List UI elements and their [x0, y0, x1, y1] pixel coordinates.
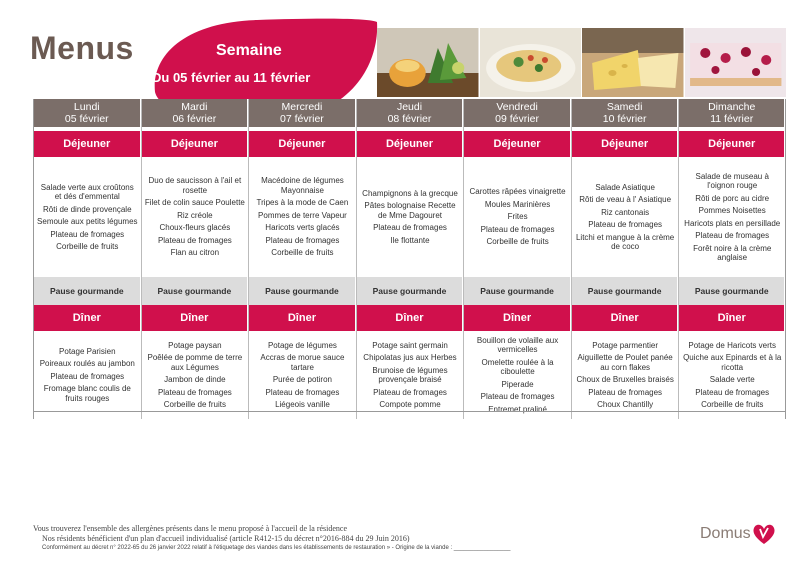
day-date: 10 février: [602, 113, 647, 125]
day-column: [248, 99, 356, 419]
menu-item: Plateau de fromages: [157, 235, 232, 245]
week-label: Semaine: [216, 42, 282, 59]
dinner-header: Dîner: [572, 305, 679, 331]
day-name: Jeudi: [396, 101, 423, 113]
day-header: [679, 99, 785, 127]
logo-heart-icon: [752, 523, 776, 545]
menu-item: Choux Chantilly: [597, 400, 654, 409]
lunch-header: Déjeuner: [357, 131, 464, 157]
menu-item: Macédoine de légumes Mayonnaise: [261, 176, 344, 195]
dinner-header: Dîner: [249, 305, 356, 331]
allergen-note: Vous trouverez l'ensemble des allergènes présents dans le menu proposé à l'accueil de la résidence: [33, 524, 348, 533]
snack-row: Pause gourmande: [34, 277, 141, 305]
menu-item: Jambon de dinde: [164, 375, 226, 384]
day-header: [572, 99, 679, 127]
menu-item: Aiguillette de Poulet panée au corn flakes: [577, 353, 673, 372]
snack-row: Pause gourmande: [142, 277, 249, 305]
weekly-menu-table: [33, 99, 786, 412]
dinner-items: [464, 331, 571, 419]
dinner-header: Dîner: [142, 305, 249, 331]
menu-item: Plateau de fromages: [157, 387, 232, 397]
lunch-items: [34, 157, 141, 277]
menu-item: Plateau de fromages: [265, 235, 340, 245]
menu-item: Purée de potiron: [272, 375, 332, 384]
dinner-header: Dîner: [357, 305, 464, 331]
menu-item: Plateau de fromages: [695, 231, 770, 240]
day-name: Lundi: [73, 101, 100, 113]
menu-item: Forêt noire à la crème anglaise: [693, 243, 772, 262]
menu-item: Entremet praliné: [488, 404, 547, 414]
menu-item: Rôti de porc au cidre: [695, 193, 770, 203]
lunch-items: [142, 157, 249, 277]
dinner-header: Dîner: [34, 305, 141, 331]
dinner-items: [34, 331, 141, 419]
day-name: Dimanche: [708, 101, 756, 113]
menu-item: Bouillon de volaille aux vermicelles: [476, 335, 559, 355]
lunch-items: [464, 157, 571, 277]
menu-item: Plateau de fromages: [265, 387, 340, 397]
day-column: [356, 99, 464, 419]
day-column: [463, 99, 571, 419]
menu-item: Chipolatas jus aux Herbes: [363, 353, 457, 362]
cheese-photo: [582, 28, 684, 97]
menu-item: Omelette roulée à la ciboulette: [481, 357, 554, 377]
menu-item: Brunoise de légumes provençale braisé: [372, 365, 448, 384]
day-date: 09 février: [495, 113, 539, 125]
lunch-header: Déjeuner: [464, 131, 571, 157]
dinner-items: [249, 331, 356, 419]
menu-item: Plateau de fromages: [480, 224, 555, 234]
dinner-header: Dîner: [679, 305, 785, 331]
day-header: [464, 99, 571, 127]
menu-item: Liégeois vanille: [275, 400, 330, 409]
dessert-photo: [377, 28, 479, 97]
lunch-header: Déjeuner: [572, 131, 679, 157]
day-header: [357, 99, 464, 127]
menu-item: Semoule aux petits légumes: [37, 217, 138, 226]
domusvi-logo: [700, 523, 776, 545]
menu-item: Haricots plats en persillade: [684, 218, 781, 228]
menu-item: Compote pomme: [379, 400, 441, 409]
lunch-header: Déjeuner: [34, 131, 141, 157]
menu-item: Choux de Bruxelles braisés: [576, 375, 674, 384]
snack-row: Pause gourmande: [572, 277, 679, 305]
menu-item: Poireaux roulés au jambon: [39, 359, 135, 369]
menu-item: Potage de légumes: [267, 340, 337, 350]
lunch-items: [249, 157, 356, 277]
menu-item: Moules Marinières: [484, 199, 551, 209]
pasta-photo: [480, 28, 582, 97]
menu-item: Corbeille de fruits: [271, 248, 334, 258]
menu-item: Riz cantonais: [601, 207, 650, 217]
menu-item: Salade verte aux croûtons et dés d'emmental: [40, 182, 134, 201]
lunch-header: Déjeuner: [249, 131, 356, 157]
lunch-header: Déjeuner: [679, 131, 785, 157]
day-column: [33, 99, 141, 419]
menu-item: Flan au citron: [170, 248, 220, 258]
day-name: Mercredi: [281, 101, 323, 113]
snack-row: Pause gourmande: [464, 277, 571, 305]
menu-item: Tripes à la mode de Caen: [256, 198, 349, 208]
day-column: [141, 99, 249, 419]
cake-photo: [685, 28, 787, 97]
menu-item: Potage saint germain: [372, 340, 448, 350]
menu-item: Carottes râpées vinaigrette: [469, 187, 566, 197]
lunch-header: Déjeuner: [142, 131, 249, 157]
menu-item: Plateau de fromages: [50, 229, 125, 239]
day-header: [34, 99, 141, 127]
menu-item: Plateau de fromages: [588, 387, 663, 397]
meat-origin-note: Conformément au décret n° 2022-65 du 26 janvier 2022 relatif à l'étiquetage des viandes dans les établissements de restauration » - Origine de la viande : _________________: [42, 545, 511, 551]
menu-item: Haricots verts glacés: [265, 223, 340, 233]
menu-item: Rôti de dinde provençale: [43, 204, 132, 214]
menu-item: Frites: [507, 212, 528, 222]
menu-item: Plateau de fromages: [373, 387, 447, 397]
menu-item: Corbeille de fruits: [701, 400, 764, 409]
menu-item: Plateau de fromages: [695, 387, 770, 397]
menu-item: Salade Asiatique: [595, 182, 655, 192]
table-bottom-border: [33, 411, 786, 412]
menu-item: Plateau de fromages: [480, 392, 555, 402]
menu-item: Plateau de fromages: [588, 220, 663, 229]
food-photo-strip: [377, 28, 786, 97]
menu-item: Corbeille de fruits: [163, 400, 226, 409]
day-name: Mardi: [181, 101, 208, 113]
menu-item: Corbeille de fruits: [56, 242, 119, 251]
snack-row: Pause gourmande: [357, 277, 464, 305]
menu-item: Potage Parisien: [59, 346, 116, 356]
menu-item: Rôti de veau à l' Asiatique: [579, 195, 672, 204]
menu-item: Quiche aux Epinards et à la ricotta: [683, 353, 782, 372]
menu-item: Riz créole: [177, 210, 213, 220]
menu-item: Corbeille de fruits: [486, 237, 549, 247]
menu-item: Pommes Noisettes: [698, 206, 766, 215]
menu-item: Pâtes bolognaise Recette de Mme Dagouret: [364, 201, 456, 220]
snack-row: Pause gourmande: [679, 277, 785, 305]
menu-item: Pommes de terre Vapeur: [258, 210, 347, 220]
welcome-plan-note: Nos résidents bénéficient d'un plan d'accueil individualisé (article R412-15 du décret n°2016-884 du 29 Juin 2016): [42, 534, 410, 543]
menu-item: Potage paysan: [168, 340, 222, 350]
dinner-items: [357, 331, 464, 419]
day-date: 05 février: [64, 113, 109, 125]
day-name: Vendredi: [496, 101, 538, 113]
day-date: 06 février: [172, 113, 217, 125]
day-column: [571, 99, 679, 419]
day-date: 07 février: [280, 113, 324, 125]
menu-item: Potage de Haricots verts: [688, 340, 776, 350]
day-date: 08 février: [387, 113, 432, 125]
page-title: Menus: [30, 30, 134, 66]
lunch-items: [572, 157, 679, 277]
logo-text: Domus: [700, 525, 751, 542]
menu-item: Ile flottante: [390, 235, 430, 245]
lunch-items: [357, 157, 464, 277]
menu-item: Salade verte: [709, 375, 755, 384]
menu-item: Plateau de fromages: [50, 371, 125, 381]
menu-item: Duo de saucisson à l'ail et rosette: [148, 176, 242, 195]
menu-item: Choux-fleurs glacés: [159, 223, 231, 233]
day-column: [678, 99, 786, 419]
lunch-items: [679, 157, 785, 277]
menu-item: Poêlée de pomme de terre aux Légumes: [147, 353, 243, 372]
day-name: Samedi: [606, 101, 643, 113]
dinner-items: [572, 331, 679, 419]
snack-row: Pause gourmande: [249, 277, 356, 305]
day-header: [142, 99, 249, 127]
menu-item: Potage parmentier: [592, 340, 659, 350]
dinner-items: [679, 331, 785, 419]
menu-item: Accras de morue sauce tartare: [260, 353, 345, 372]
dinner-items: [142, 331, 249, 419]
menu-item: Piperade: [501, 379, 534, 389]
menu-item: Litchi et mangue à la crème de coco: [575, 232, 675, 251]
menu-item: Plateau de fromages: [373, 223, 447, 233]
menu-item: Filet de colin sauce Poulette: [144, 198, 245, 208]
day-date: 11 février: [710, 113, 754, 125]
dinner-header: Dîner: [464, 305, 571, 331]
menu-item: Fromage blanc coulis de fruits rouges: [43, 384, 131, 403]
menu-item: Champignons à la grecque: [362, 188, 458, 198]
week-dates: Du 05 février au 11 février: [152, 70, 311, 85]
day-header: [249, 99, 356, 127]
menu-item: Salade de museau à l'oignon rouge: [695, 171, 769, 190]
